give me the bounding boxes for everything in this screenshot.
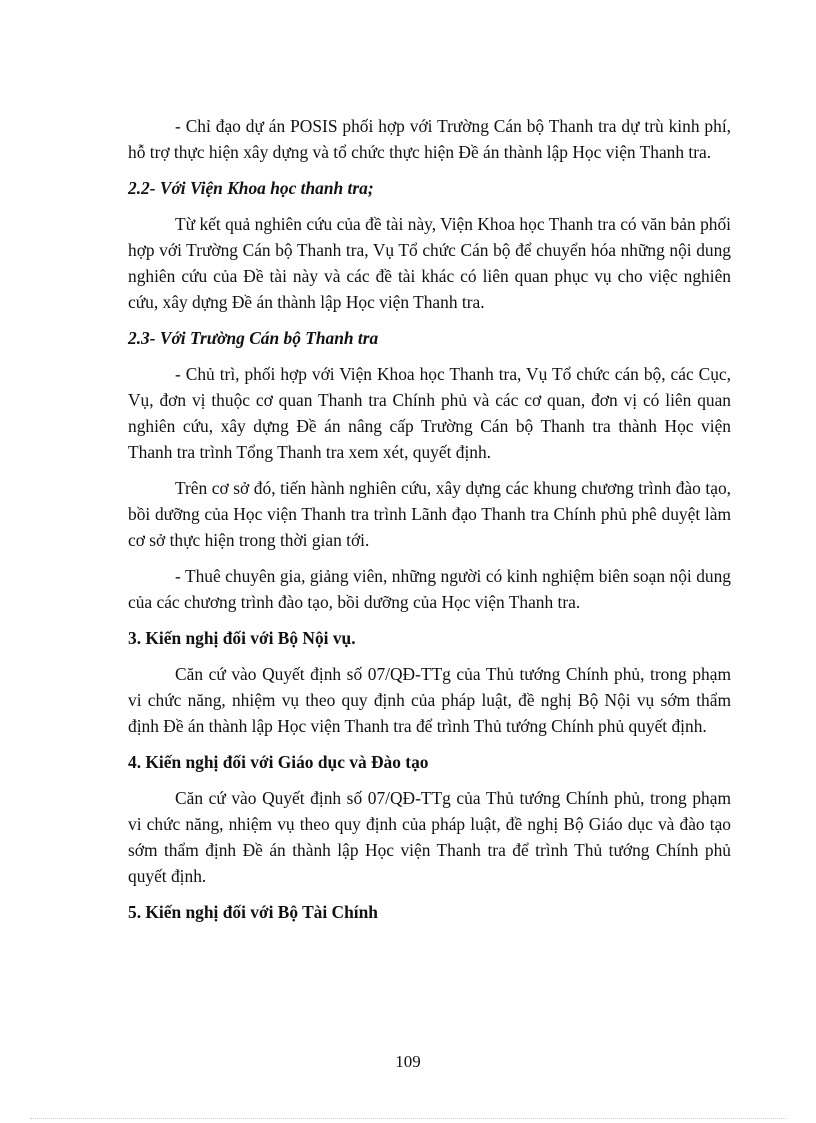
section-heading-4: 4. Kiến nghị đối với Giáo dục và Đào tạo: [128, 752, 429, 772]
paragraph-posis-direction: - Chỉ đạo dự án POSIS phối hợp với Trường Cán bộ Thanh tra dự trù kinh phí, hỗ trợ thực hiện xây dựng và tổ chức thực hiện Đề án thành lập Học viện Thanh tra.: [128, 116, 731, 162]
section-heading-2-2: 2.2- Với Viện Khoa học thanh tra;: [128, 178, 374, 198]
section-heading-2-3: 2.3- Với Trường Cán bộ Thanh tra: [128, 328, 379, 348]
paragraph-ministry-education: Căn cứ vào Quyết định số 07/QĐ-TTg của Thủ tướng Chính phủ, trong phạm vi chức năng, nhiệm vụ theo quy định của pháp luật, đề nghị Bộ Giáo dục và đào tạo sớm thẩm định Đề án thành lập Học viện Thanh tra để trình Thủ tướng Chính phủ quyết định.: [128, 788, 731, 886]
page-bottom-divider: [30, 1118, 786, 1119]
section-heading-5: 5. Kiến nghị đối với Bộ Tài Chính: [128, 902, 378, 922]
paragraph-ministry-home-affairs: Căn cứ vào Quyết định số 07/QĐ-TTg của Thủ tướng Chính phủ, trong phạm vi chức năng, nhiệm vụ theo quy định của pháp luật, đề nghị Bộ Nội vụ sớm thẩm định Đề án thành lập Học viện Thanh tra để trình Thủ tướng Chính phủ quyết định.: [128, 664, 731, 736]
paragraph-institute-research: Từ kết quả nghiên cứu của đề tài này, Viện Khoa học Thanh tra có văn bản phối hợp với Trường Cán bộ Thanh tra, Vụ Tổ chức Cán bộ để chuyển hóa những nội dung nghiên cứu của Đề tài này và các đề tài khác có liên quan phục vụ cho việc nghiên cứu, xây dựng Đề án thành lập Học viện Thanh tra.: [128, 214, 731, 312]
paragraph-training-framework: Trên cơ sở đó, tiến hành nghiên cứu, xây dựng các khung chương trình đào tạo, bồi dưỡng của Học viện Thanh tra trình Lãnh đạo Thanh tra Chính phủ phê duyệt làm cơ sở thực hiện trong thời gian tới.: [128, 478, 731, 550]
paragraph-hire-experts: - Thuê chuyên gia, giảng viên, những người có kinh nghiệm biên soạn nội dung của các chương trình đào tạo, bồi dưỡng của Học viện Thanh tra.: [128, 566, 731, 612]
page-body: [128, 113, 731, 935]
paragraph-school-lead: - Chủ trì, phối hợp với Viện Khoa học Thanh tra, Vụ Tổ chức cán bộ, các Cục, Vụ, đơn vị thuộc cơ quan Thanh tra Chính phủ và các cơ quan, đơn vị có liên quan nghiên cứu, xây dựng Đề án nâng cấp Trường Cán bộ Thanh tra thành Học viện Thanh tra trình Tổng Thanh tra xem xét, quyết định.: [128, 364, 731, 462]
section-heading-3: 3. Kiến nghị đối với Bộ Nội vụ.: [128, 628, 356, 648]
page-number: 109: [395, 1052, 421, 1071]
